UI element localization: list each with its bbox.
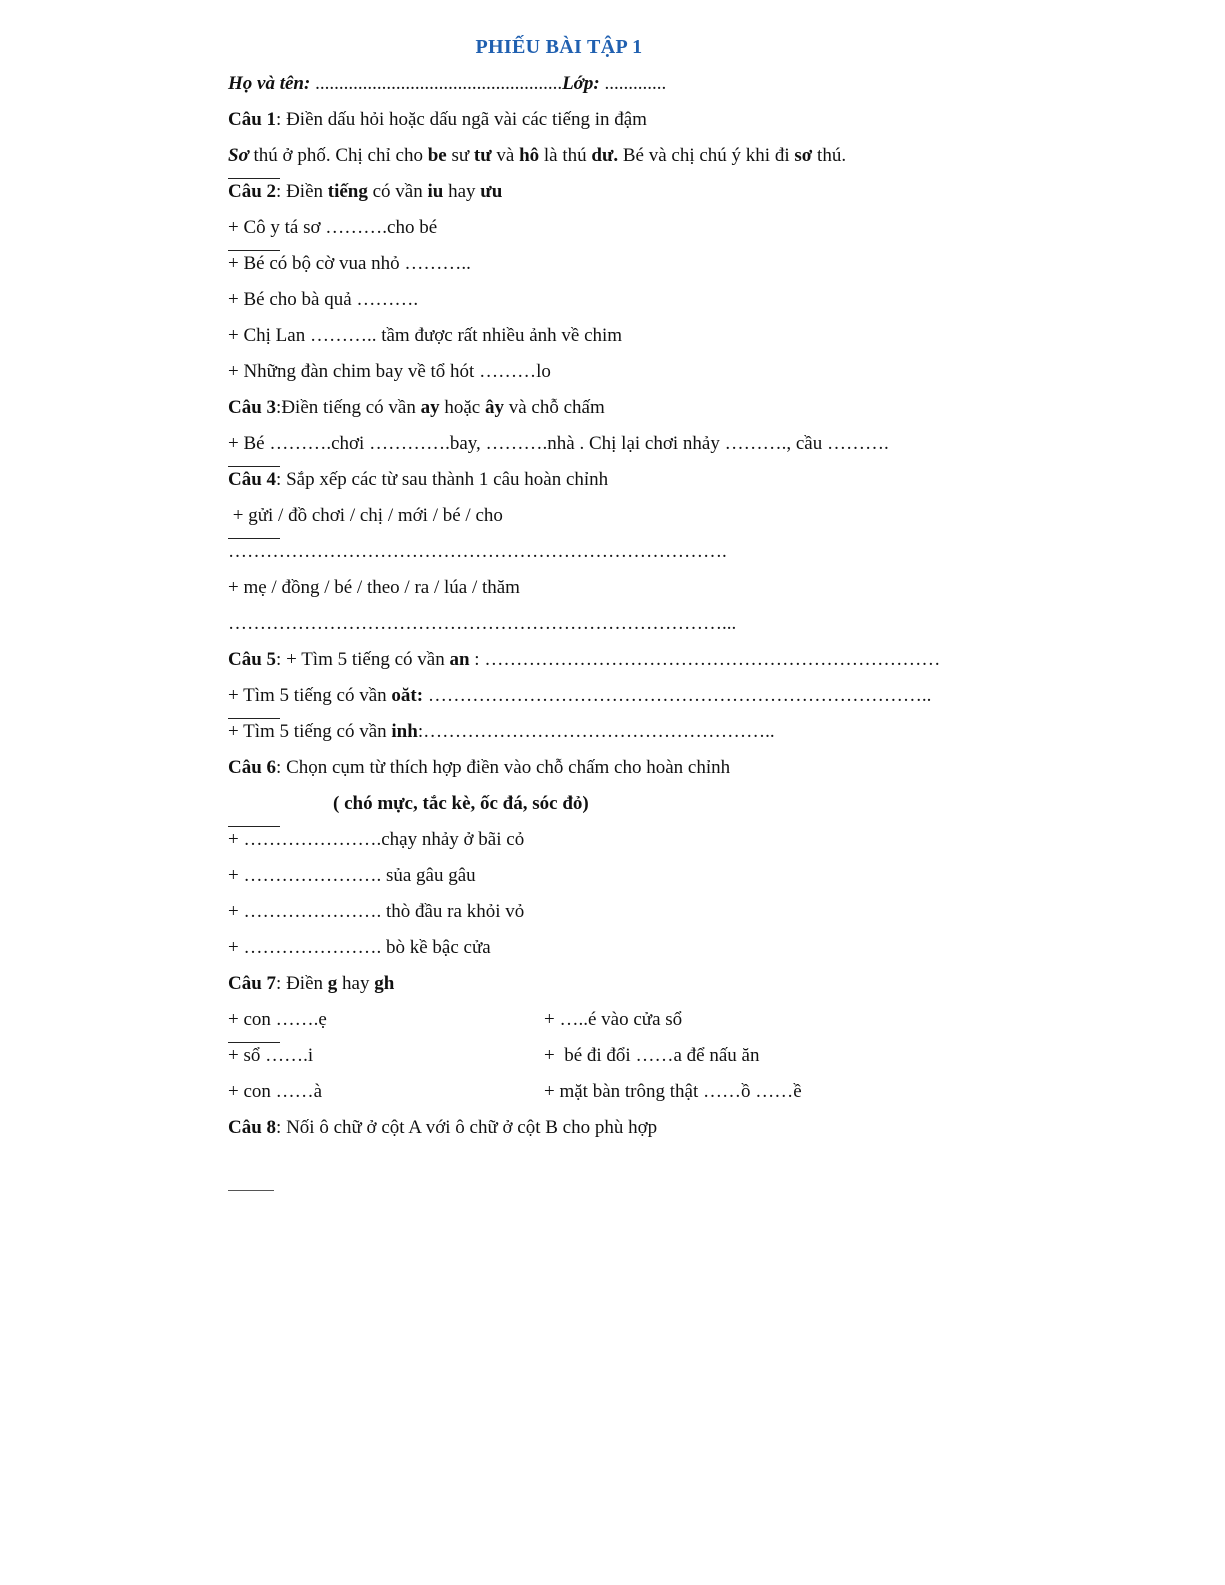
text-segment: + mặt bàn trông thật ……ồ ……ề: [544, 1081, 802, 1102]
cau-5-heading: [228, 642, 993, 678]
text-segment: + …………………. bò kề bậc cửa: [228, 937, 491, 958]
text-segment: hoặc: [439, 397, 485, 418]
cau-7-heading: [228, 966, 993, 1002]
text-segment: sơ: [794, 145, 813, 166]
text-segment: Họ và tên:: [228, 73, 316, 94]
text-segment: + …..é vào cửa sổ: [544, 1009, 683, 1030]
cau-2-item: [228, 318, 993, 354]
text-segment: + Bé có bộ cờ vua nhỏ ………..: [228, 253, 471, 274]
text-segment: gh: [374, 973, 395, 994]
text-segment: ……………………………………………………………………..: [423, 685, 932, 706]
text-segment: g: [327, 973, 338, 994]
text-segment: hay: [443, 181, 481, 202]
text-segment: + con ……à: [228, 1081, 323, 1102]
bottom-rule: [228, 1174, 993, 1210]
cau-3-item: [228, 426, 993, 462]
text-segment: :………………………………………………..: [417, 721, 775, 742]
text-segment: …………………………………………………………………….: [228, 541, 727, 562]
text-segment: ây: [485, 397, 504, 418]
cau-7-row: [228, 1038, 993, 1074]
page-title: PHIẾU BÀI TẬP 1: [475, 36, 643, 58]
text-segment: be: [427, 145, 447, 166]
text-segment: :Điền tiếng có vần: [276, 397, 421, 418]
text-segment: + mẹ / đồng / bé / theo / ra / lúa / thăm: [228, 577, 520, 598]
text-segment: tư: [473, 145, 492, 166]
text-segment: + Cô y tá sơ ……….cho bé: [228, 217, 438, 238]
text-segment: và chỗ chấm: [504, 397, 605, 418]
cau-6-item: [228, 930, 993, 966]
text-segment: Lớp:: [562, 73, 605, 94]
text-segment: và: [491, 145, 520, 166]
text-segment: + sổ …….i: [228, 1045, 314, 1066]
cau-8-heading: [228, 1110, 993, 1146]
cau-2-item: [228, 282, 993, 318]
text-segment: + Bé ……….chơi ………….bay, ……….nhà . Chị lại chơi nhảy ………., cầu ……….: [228, 433, 889, 454]
text-segment: sư: [446, 145, 474, 166]
cau-4-heading: [228, 462, 993, 498]
text-segment: Bé và chị chú ý khi đi: [618, 145, 795, 166]
cau-6-item: [228, 822, 993, 858]
cau-6-heading: [228, 750, 993, 786]
text-segment: hô: [519, 145, 540, 166]
left-column: [228, 1002, 544, 1038]
text-segment: + bé đi đổi ……a để nấu ăn: [544, 1045, 760, 1066]
cau-7-row: [228, 1074, 993, 1110]
text-segment: + Tìm 5 tiếng có vần: [228, 685, 392, 706]
text-segment: + …………………. sủa gâu gâu: [228, 865, 476, 886]
text-segment: Câu 7: [228, 973, 277, 994]
text-segment: ưu: [480, 181, 503, 202]
text-segment: : ………………………………………………………………: [469, 649, 941, 670]
text-segment: Câu 1: [228, 109, 277, 130]
text-segment: Câu 4: [228, 469, 277, 490]
text-segment: tiếng: [327, 181, 368, 202]
cau-2-item: [228, 354, 993, 390]
cau-3-heading: [228, 390, 993, 426]
text-segment: + gửi / đồ chơi / chị / mới / bé / cho: [228, 505, 503, 526]
cau-1-text: [228, 138, 993, 174]
text-segment: : Điền: [276, 181, 328, 202]
text-segment: iu: [427, 181, 444, 202]
text-segment: ....................................................: [315, 73, 563, 94]
text-segment: + Những đàn chim bay về tổ hót ………lo: [228, 361, 551, 382]
cau-2-heading: [228, 174, 993, 210]
text-segment: .............: [604, 73, 667, 94]
text-segment: Câu 6: [228, 757, 277, 778]
student-name-line: [228, 66, 993, 102]
text-segment: : Chọn cụm từ thích hợp điền vào chỗ chấm cho hoàn chỉnh: [276, 757, 731, 778]
text-segment: : Điền: [276, 973, 328, 994]
text-segment: + con …….ẹ: [228, 1009, 327, 1030]
text-segment: oăt:: [391, 685, 424, 706]
text-segment: là thú: [539, 145, 592, 166]
spacer: [228, 1146, 993, 1174]
right-column: [544, 1074, 993, 1110]
text-segment: Câu 3: [228, 397, 277, 418]
text-segment: : Nối ô chữ ở cột A với ô chữ ở cột B cho phù hợp: [276, 1117, 658, 1138]
cau-6-item: [228, 894, 993, 930]
text-segment: thú ở phố. Chị chỉ cho: [248, 145, 428, 166]
text-segment: + Tìm 5 tiếng có vần: [228, 721, 392, 742]
text-segment: có vần: [367, 181, 428, 202]
left-column: [228, 1038, 544, 1074]
text-segment: Sơ: [228, 145, 249, 166]
cau-1-heading: [228, 102, 993, 138]
text-segment: + Chị Lan ……….. tầm được rất nhiều ảnh về chim: [228, 325, 623, 346]
text-segment: hay: [337, 973, 375, 994]
cau-4-item: [228, 498, 993, 534]
text-segment: + ………………….chạy nhảy ở bãi cỏ: [228, 829, 525, 850]
text-segment: + …………………. thò đầu ra khỏi vỏ: [228, 901, 525, 922]
text-segment: ……………………………………………………………………...: [228, 613, 737, 634]
text-segment: dư.: [591, 145, 619, 166]
cau-7-row: [228, 1002, 993, 1038]
text-segment: + Bé cho bà quả ……….: [228, 289, 419, 310]
text-segment: Câu 8: [228, 1117, 277, 1138]
text-segment: ( chó mực, tắc kè, ốc đá, sóc đỏ): [333, 793, 589, 814]
cau-5-item: [228, 714, 993, 750]
cau-4-item: [228, 570, 993, 606]
text-segment: thú.: [812, 145, 847, 166]
text-segment: : Điền dấu hỏi hoặc dấu ngã vài các tiếng in đậm: [276, 109, 647, 130]
right-column: [544, 1038, 993, 1074]
text-segment: inh: [391, 721, 418, 742]
text-segment: : + Tìm 5 tiếng có vần: [276, 649, 450, 670]
cau-6-wordbank: [228, 786, 993, 822]
right-column: [544, 1002, 993, 1038]
answer-dots-line: [228, 534, 993, 570]
text-segment: an: [449, 649, 470, 670]
cau-2-item: [228, 210, 993, 246]
text-segment: ay: [420, 397, 440, 418]
text-segment: : Sắp xếp các từ sau thành 1 câu hoàn chỉnh: [276, 469, 609, 490]
answer-dots-line: [228, 606, 993, 642]
left-column: [228, 1074, 544, 1110]
worksheet-lines: [228, 66, 993, 1210]
cau-2-item: [228, 246, 993, 282]
text-segment: Câu 2: [228, 181, 277, 202]
cau-6-item: [228, 858, 993, 894]
text-segment: Câu 5: [228, 649, 277, 670]
cau-5-item: [228, 678, 993, 714]
